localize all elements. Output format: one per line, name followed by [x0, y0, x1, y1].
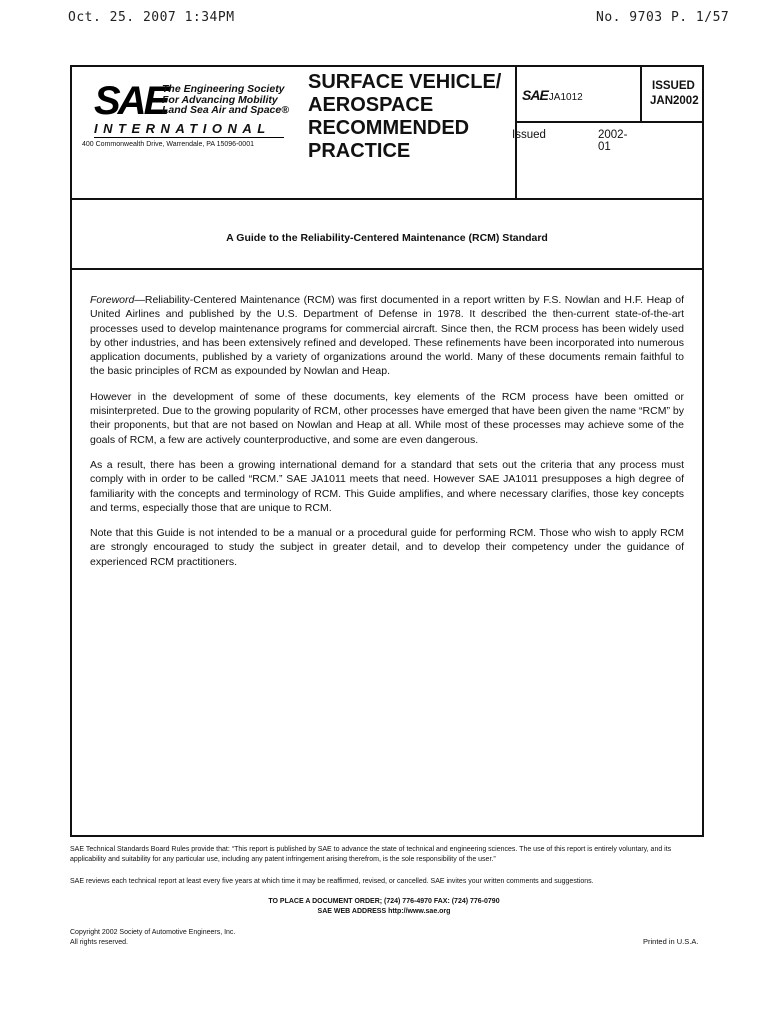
international-wordmark: INTERNATIONAL [94, 121, 271, 136]
document-number [522, 87, 583, 103]
header-divider [515, 121, 702, 123]
document-type-line: AEROSPACE [308, 94, 434, 116]
doc-number-prefix: SAE [522, 87, 548, 103]
foreword-body [90, 293, 684, 580]
status-block [642, 79, 699, 109]
logo-rule [94, 137, 284, 138]
rights-line: All rights reserved. [70, 939, 128, 946]
review-note: SAE reviews each technical report at least every five years at which time it may be reaffirmed, revised, or cancelled. SAE invites your written comments and suggestions. [70, 878, 594, 885]
fax-header-left: Oct. 25. 2007 1:34PM [68, 10, 235, 25]
board-rules-note: SAE Technical Standards Board Rules provide that: “This report is published by SAE to advance the state of technical and engineering sciences. The use of this report is entirely voluntary, and its applicability and suitability for any particular use, including any patent infringement arising therefrom, is the sole responsibility of the user.” [70, 846, 672, 863]
paragraph: Note that this Guide is not intended to be a manual or a procedural guide for performing RCM. Those who wish to apply RCM are strongly encouraged to study the subject in greater detail, and to develop their competency under the guidance of experienced RCM practitioners. [90, 527, 684, 568]
title-divider [72, 268, 702, 270]
tagline-line: For Advancing Mobility [162, 93, 278, 106]
copyright-line: Copyright 2002 Society of Automotive Engineers, Inc. [70, 929, 236, 936]
tagline-line: The Engineering Society [162, 83, 285, 95]
society-tagline [162, 84, 289, 116]
order-line: TO PLACE A DOCUMENT ORDER; (724) 776-4970 FAX: (724) 776-0790 [268, 898, 500, 905]
paragraph-text: —Reliability-Centered Maintenance (RCM) was first documented in a report written by F.S. Nowlan and H.F. Heap of United Airlines and published by the U.S. Department of Defense in 1978. It described the then-current state-of-the-art processes used to develop maintenance programs for commercial aircraft. Since then, the RCM process has been widely used by other industries, and has been extensively refined and developed. These refinements have been incorporated into numerous application documents, published by a variety of organizations around the world. Many of these documents remain faithful to the basic principles of RCM as expounded by Nowlan and Heap. [90, 294, 684, 378]
order-info [0, 897, 768, 917]
document-type [308, 71, 501, 163]
printed-in: Printed in U.S.A. [643, 937, 699, 946]
web-address: SAE WEB ADDRESS http://www.sae.org [317, 908, 451, 915]
paragraph: As a result, there has been a growing international demand for a standard that sets out the criteria that any process must comply with in order to be called “RCM.” SAE JA1011 meets that need. However SAE JA1011 presupposes a high degree of familiarity with the concepts and terminology of RCM. This Guide amplifies, and where necessary clarifies, those key concepts and terms, especially those that are unique to RCM. [90, 458, 684, 514]
fax-header-right: No. 9703 P. 1/57 [596, 10, 730, 25]
status-label: ISSUED [652, 80, 695, 92]
tagline-line: Land Sea Air and Space® [162, 104, 289, 116]
document-type-line: SURFACE VEHICLE/ [308, 71, 502, 93]
status-date: JAN2002 [650, 95, 699, 107]
paragraph [90, 293, 684, 379]
sae-logo-mark: SAE [94, 79, 168, 123]
issued-label: Issued [512, 129, 546, 141]
copyright [70, 928, 235, 948]
document-frame [70, 65, 704, 837]
issued-value: 2002-01 [598, 129, 628, 153]
issued-row [512, 129, 628, 153]
foreword-label: Foreword [90, 294, 135, 306]
document-title: A Guide to the Reliability-Centered Maintenance (RCM) Standard [226, 232, 548, 244]
society-address: 400 Commonwealth Drive, Warrendale, PA 15096-0001 [82, 141, 254, 148]
document-header [72, 67, 702, 200]
document-type-line: PRACTICE [308, 140, 411, 162]
document-type-line: RECOMMENDED [308, 117, 470, 139]
doc-number-value: JA1012 [548, 92, 583, 103]
paragraph: However in the development of some of these documents, key elements of the RCM process have been omitted or misinterpreted. Due to the growing popularity of RCM, other processes have emerged that have been given the name “RCM” by their proponents, but that are not based on Nowlan and Heap at all. While most of these processes may achieve some of the goals of RCM, a few are actively counterproductive, and some are even dangerous. [90, 390, 684, 446]
